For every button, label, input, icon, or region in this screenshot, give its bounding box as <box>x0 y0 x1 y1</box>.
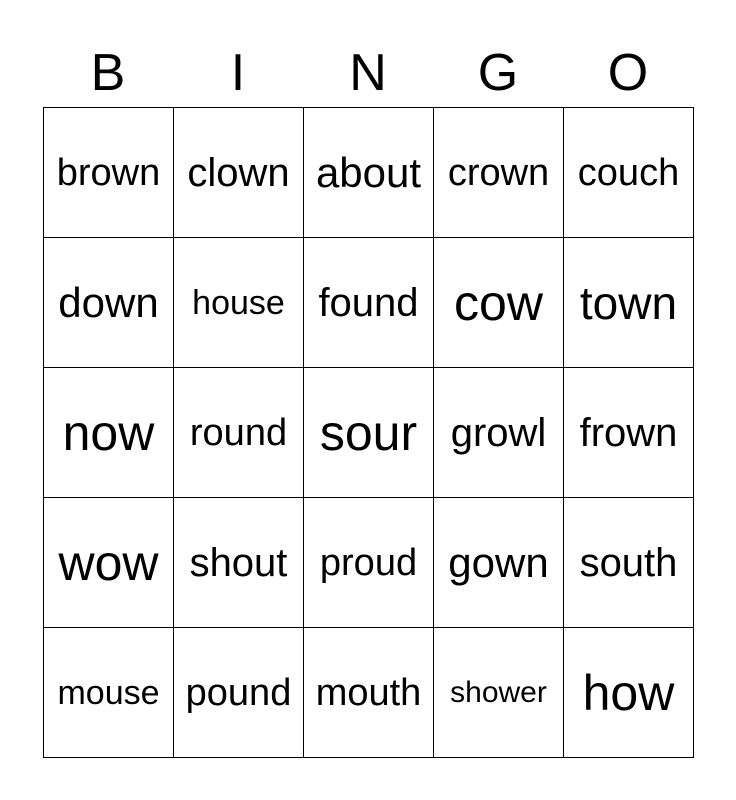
bingo-cell-r2c1[interactable]: down <box>44 238 174 368</box>
bingo-cell-r5c4[interactable]: shower <box>434 628 564 758</box>
header-letter-i: I <box>230 44 246 102</box>
bingo-cell-r4c4[interactable]: gown <box>434 498 564 628</box>
bingo-cell-r2c3[interactable]: found <box>304 238 434 368</box>
bingo-cell-r2c5[interactable]: town <box>564 238 694 368</box>
bingo-cell-r4c2[interactable]: shout <box>174 498 304 628</box>
bingo-cell-r1c3[interactable]: about <box>304 108 434 238</box>
bingo-cell-r2c2[interactable]: house <box>174 238 304 368</box>
bingo-cell-r4c5[interactable]: south <box>564 498 694 628</box>
bingo-cell-r1c2[interactable]: clown <box>174 108 304 238</box>
bingo-cell-r5c3[interactable]: mouth <box>304 628 434 758</box>
header-letter-o: O <box>607 44 649 102</box>
header-letter-b: B <box>90 44 126 102</box>
bingo-cell-r4c1[interactable]: wow <box>44 498 174 628</box>
bingo-cell-r3c1[interactable]: now <box>44 368 174 498</box>
bingo-cell-r3c4[interactable]: growl <box>434 368 564 498</box>
bingo-cell-r5c5[interactable]: how <box>564 628 694 758</box>
bingo-cell-r1c5[interactable]: couch <box>564 108 694 238</box>
bingo-cell-r5c1[interactable]: mouse <box>44 628 174 758</box>
header-letter-n: N <box>349 44 387 102</box>
bingo-cell-r1c1[interactable]: brown <box>44 108 174 238</box>
bingo-cell-r3c5[interactable]: frown <box>564 368 694 498</box>
bingo-cell-r1c4[interactable]: crown <box>434 108 564 238</box>
bingo-header <box>43 38 693 108</box>
header-letter-g: G <box>477 44 519 102</box>
bingo-cell-r4c3[interactable]: proud <box>304 498 434 628</box>
bingo-cell-r5c2[interactable]: pound <box>174 628 304 758</box>
bingo-cell-r2c4[interactable]: cow <box>434 238 564 368</box>
bingo-board <box>43 107 694 758</box>
bingo-cell-r3c3[interactable]: sour <box>304 368 434 498</box>
bingo-cell-r3c2[interactable]: round <box>174 368 304 498</box>
